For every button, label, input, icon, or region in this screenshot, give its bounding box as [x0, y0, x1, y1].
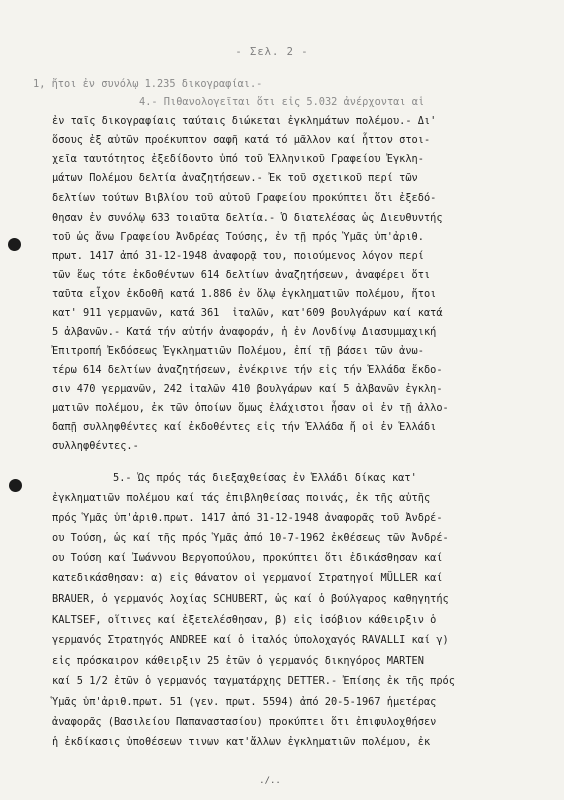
text-line: τέρω 614 δελτίων ἀναζητήσεων, ἐνέκρινε τήν εἰς τήν Ἑλλάδα ἔκδο-	[52, 364, 443, 376]
text-line: 4.- Πιθανολογεῖται ὅτι εἰς 5.032 ἀνέρχονται αἱ	[139, 96, 425, 108]
text-line: ταῦτα εἶχον ἐκδοθῆ κατά 1.886 ἐν ὅλῳ ἐγκληματιῶν πολέμου, ἤτοι	[52, 288, 437, 300]
text-line: εἰς πρόσκαιρον κάθειρξιν 25 ἐτῶν ὁ γερμανός δικηγόρος MARTEN	[52, 655, 424, 667]
text-line: BRAUER, ὁ γερμανός λοχίας SCHUBERT, ὡς καί ὁ βούλγαρος καθηγητής	[52, 593, 449, 605]
text-line: ἡ ἐκδίκασις ὑποθέσεων τινων κατ'ἄλλων ἐγκληματιῶν πολέμου, ἐκ	[52, 736, 431, 748]
text-line: ἐγκληματιῶν πολέμου καί τάς ἐπιβληθείσας ποινάς, ἐκ τῆς αὐτῆς	[52, 492, 431, 504]
text-line: χεῖα ταυτότητος ἐξεδίδοντο ὑπό τοῦ Ἑλληνικοῦ Γραφείου Ἐγκλη-	[52, 153, 424, 165]
text-line: 1, ἤτοι ἐν συνόλῳ 1.235 δικογραφίαι.-	[33, 78, 263, 90]
continuation-mark: ./..	[259, 776, 281, 786]
text-line: KALTSEF, οἵτινες καί ἐξετελέσθησαν, β) εἰς ἰσόβιον κάθειρξιν ὁ	[52, 614, 437, 626]
text-line: δελτίων τούτων Βιβλίου τοῦ αὐτοῦ Γραφείου προκύπτει ὅτι ἐξεδό-	[52, 192, 437, 204]
text-line: πρός Ὑμᾶς ὑπ'ἀριθ.πρωτ. 1417 ἀπό 31-12-1948 ἀναφορᾶς τοῦ Ἀνδρέ-	[52, 512, 443, 524]
text-line: ἐν ταῖς δικογραφίαις ταύταις διώκεται ἐγκλημάτων πολέμου.- Δι'	[52, 115, 437, 127]
text-line: ἀναφορᾶς (Βασιλείου Παπαναστασίου) προκύπτει ὅτι ἐπιφυλοχθήσεν	[52, 716, 437, 728]
text-line: 5.- Ὡς πρός τάς διεξαχθείσας ἐν Ἑλλάδι δίκας κατ'	[113, 472, 417, 484]
text-line: τῶν ἕως τότε ἐκδοθέντων 614 δελτίων ἀναζητήσεων, ἀναφέρει ὅτι	[52, 269, 431, 281]
text-line: πρωτ. 1417 ἀπό 31-12-1948 ἀναφορᾷ του, ποιούμενος λόγον περί	[52, 250, 424, 262]
text-line: συλληφθέντες.-	[52, 440, 139, 452]
text-line: ματιῶν πολέμου, ἐκ τῶν ὁποίων ὅμως ἐλάχιστοι ἦσαν οἱ ἐν τῇ ἀλλο-	[52, 402, 449, 414]
text-line: σιν 470 γερμανῶν, 242 ἰταλῶν 410 βουλγάρων καί 5 ἀλβανῶν ἐγκλη-	[52, 383, 443, 395]
text-line: κατ' 911 γερμανῶν, κατά 361 ἰταλῶν, κατ'609 βουλγάρων καί κατά	[52, 307, 443, 319]
text-line: ου Τούση, ὡς καί τῆς πρός Ὑμᾶς ἀπό 10-7-1962 ἐκθέσεως τῶν Ἀνδρέ-	[52, 532, 449, 544]
text-line: ου Τούση καί Ἰωάννου Βεργοπούλου, προκύπτει ὅτι ἐδικάσθησαν καί	[52, 552, 443, 564]
text-line: θησαν ἐν συνόλῳ 633 τοιαῦτα δελτία.- Ὁ διατελέσας ὡς Διευθυντής	[52, 212, 443, 224]
text-line: δαπῇ συλληφθέντες καί ἐκδοθέντες εἰς τήν Ἑλλάδα ἤ οἱ ἐν Ἑλλάδι	[52, 421, 437, 433]
text-line: μάτων Πολέμου δελτία ἀναζητήσεων.- Ἐκ τοῦ σχετικοῦ περί τῶν	[52, 172, 418, 184]
text-line: Ἐπιτροπή Ἐκδόσεως Ἐγκληματιῶν Πολέμου, ἐπί τῇ βάσει τῶν ἀνω-	[52, 345, 424, 357]
text-line: κατεδικάσθησαν: α) εἰς θάνατον οἱ γερμανοί Στρατηγοί MÜLLER καί	[52, 572, 443, 584]
text-line: γερμανός Στρατηγός ANDREE καί ὁ ἰταλός ὑπολοχαγός RAVALLI καί γ)	[52, 634, 449, 646]
text-line: 5 ἀλβανῶν.- Κατά τήν αὐτήν ἀναφοράν, ἡ ἐν Λονδίνῳ Διασυμμαχική	[52, 326, 437, 338]
text-line: Ὑμᾶς ὑπ'ἀριθ.πρωτ. 51 (γεν. πρωτ. 5594) ἀπό 20-5-1967 ἡμετέρας	[52, 696, 437, 708]
page-number-header: - Σελ. 2 -	[235, 46, 309, 58]
text-line: τοῦ ὡς ἄνω Γραφείου Ἀνδρέας Τούσης, ἐν τῇ πρός Ὑμᾶς ὑπ'ἀριθ.	[52, 231, 424, 243]
text-line: ὅσους ἐξ αὐτῶν προέκυπτον σαφῆ κατά τό μᾶλλον καί ἧττον στοι-	[52, 134, 431, 146]
text-line: καί 5 1/2 ἐτῶν ὁ γερμανός ταγματάρχης DETTER.- Ἐπίσης ἐκ τῆς πρός	[52, 675, 455, 687]
